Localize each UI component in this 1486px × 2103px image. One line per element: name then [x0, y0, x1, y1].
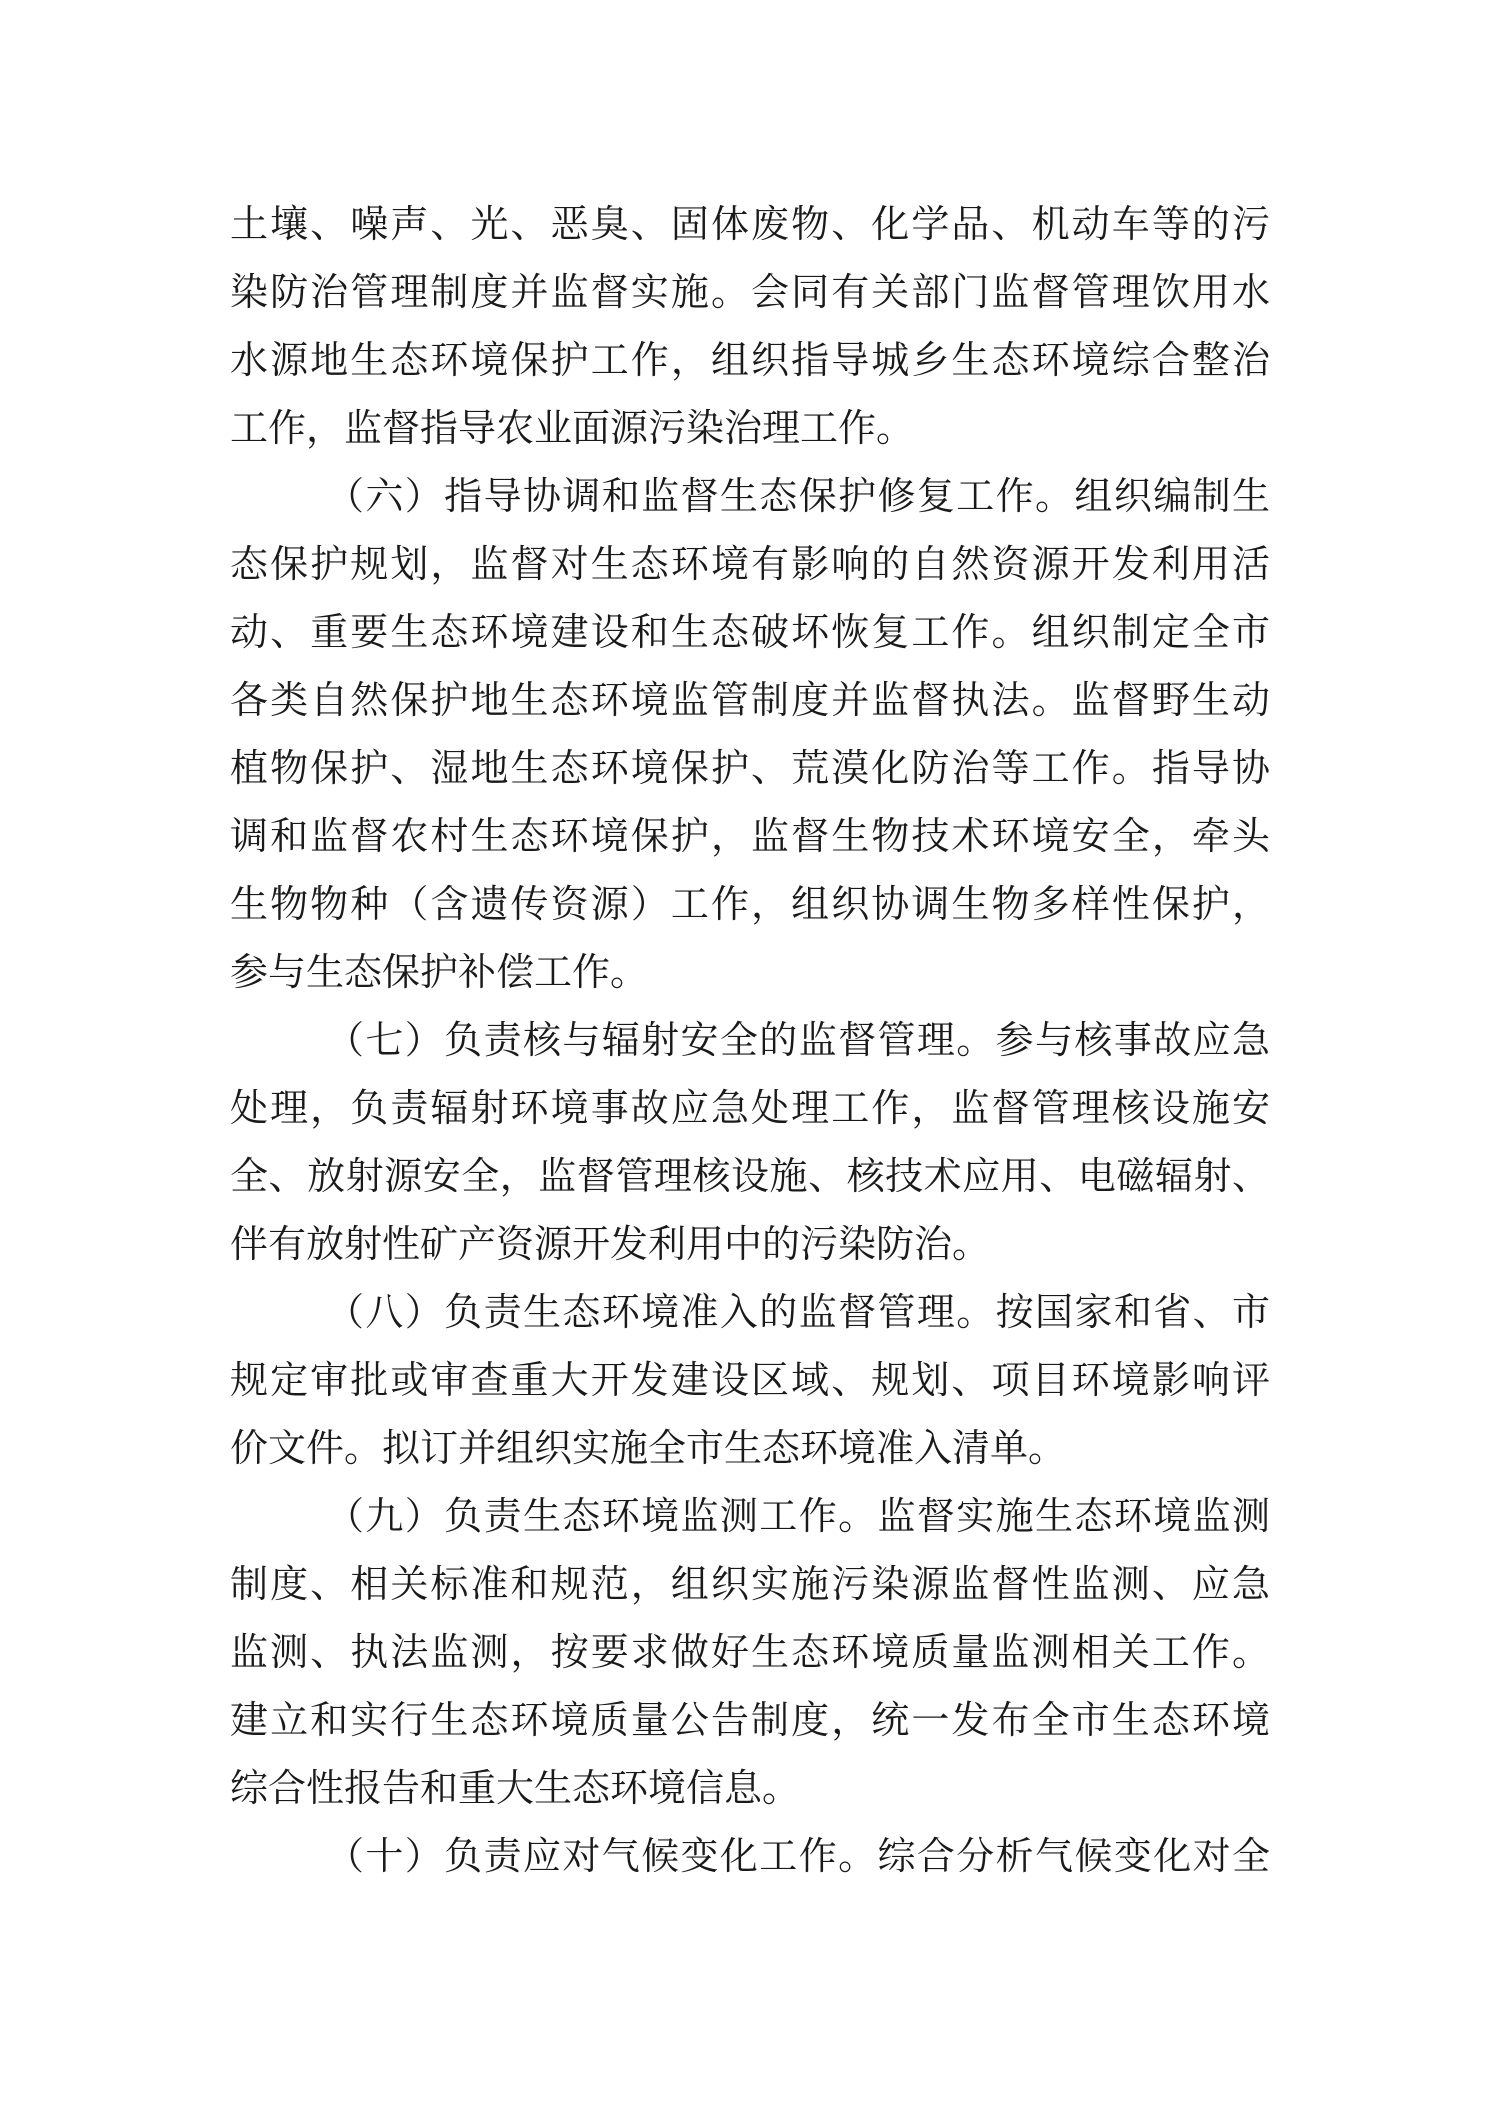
text-line: （六）指导协调和监督生态保护修复工作。组织编制生	[326, 474, 1270, 518]
text-line: 伴有放射性矿产资源开发利用中的污染防治。	[230, 1222, 991, 1266]
text-line: 价文件。拟订并组织实施全市生态环境准入清单。	[230, 1426, 1067, 1470]
text-line: 规定审批或审查重大开发建设区域、规划、项目环境影响评	[230, 1358, 1270, 1402]
text-line: 工作，监督指导农业面源污染治理工作。	[230, 406, 915, 450]
text-line: 动、重要生态环境建设和生态破坏恢复工作。组织制定全市	[230, 610, 1270, 654]
text-line: 建立和实行生态环境质量公告制度，统一发布全市生态环境	[230, 1698, 1270, 1742]
text-line: （十）负责应对气候变化工作。综合分析气候变化对全	[326, 1834, 1270, 1878]
text-line: 水源地生态环境保护工作，组织指导城乡生态环境综合整治	[230, 338, 1270, 382]
text-line: （七）负责核与辐射安全的监督管理。参与核事故应急	[326, 1018, 1270, 1062]
text-line: 全、放射源安全，监督管理核设施、核技术应用、电磁辐射、	[230, 1154, 1270, 1198]
text-line: 各类自然保护地生态环境监管制度并监督执法。监督野生动	[230, 678, 1270, 722]
text-line: 监测、执法监测，按要求做好生态环境质量监测相关工作。	[230, 1630, 1270, 1674]
text-line: 调和监督农村生态环境保护，监督生物技术环境安全，牵头	[230, 814, 1270, 858]
text-line: 染防治管理制度并监督实施。会同有关部门监督管理饮用水	[230, 270, 1270, 314]
text-line: 态保护规划，监督对生态环境有影响的自然资源开发利用活	[230, 542, 1270, 586]
text-line: 生物物种（含遗传资源）工作，组织协调生物多样性保护，	[230, 882, 1270, 926]
text-line: （九）负责生态环境监测工作。监督实施生态环境监测	[326, 1494, 1270, 1538]
text-line: 植物保护、湿地生态环境保护、荒漠化防治等工作。指导协	[230, 746, 1270, 790]
text-line: 参与生态保护补偿工作。	[230, 950, 649, 994]
document-body	[230, 190, 1270, 1890]
text-line: 综合性报告和重大生态环境信息。	[230, 1766, 801, 1810]
text-line: 处理，负责辐射环境事故应急处理工作，监督管理核设施安	[230, 1086, 1270, 1130]
text-line: 制度、相关标准和规范，组织实施污染源监督性监测、应急	[230, 1562, 1270, 1606]
text-line: 土壤、噪声、光、恶臭、固体废物、化学品、机动车等的污	[230, 202, 1270, 246]
text-line: （八）负责生态环境准入的监督管理。按国家和省、市	[326, 1290, 1270, 1334]
